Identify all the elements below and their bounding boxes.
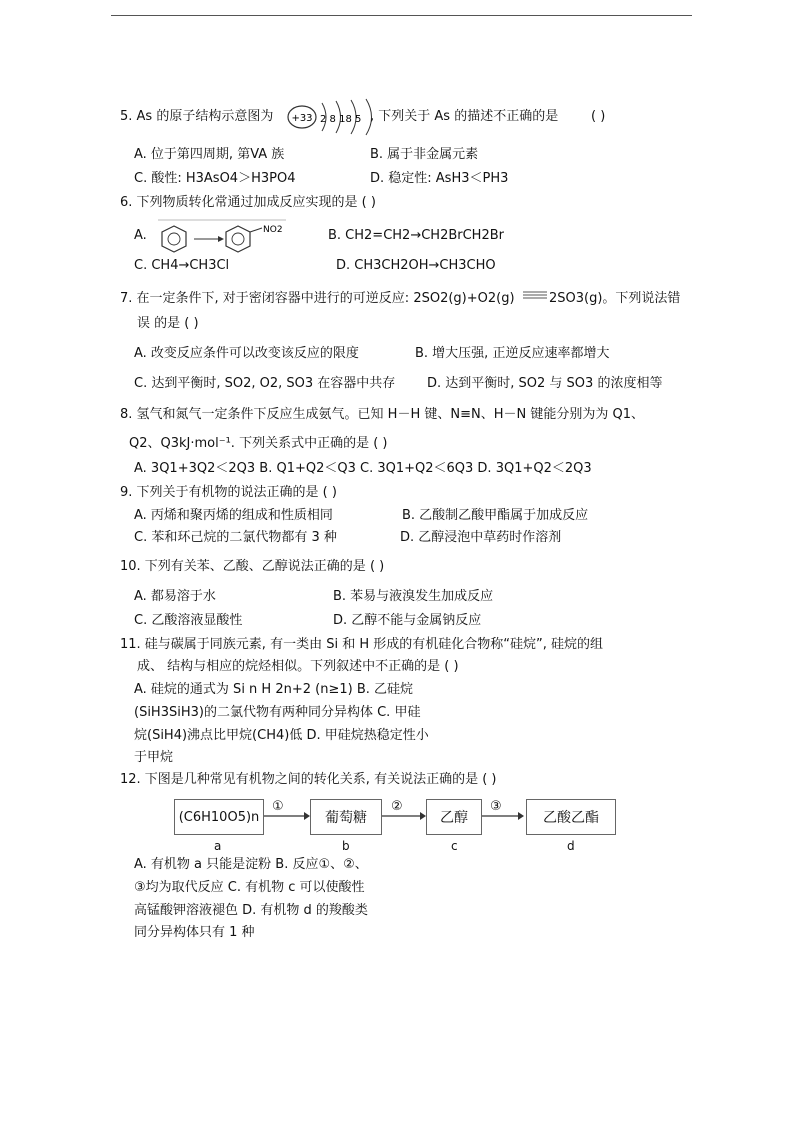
q8-line2: Q2、Q3kJ·mol⁻¹. 下列关系式中正确的是 ( ) (129, 436, 388, 451)
q5-option-b: B. 属于非金属元素 (370, 147, 479, 162)
q11-line3: A. 硅烷的通式为 Si n H 2n+2 (n≥1) B. 乙硅烷 (134, 682, 414, 697)
q11-line1: 11. 硅与碳属于同族元素, 有一类由 Si 和 H 形成的有机硅化合物称“硅烷”, 硅烷的组 (120, 637, 603, 652)
q8-options: A. 3Q1+3Q2＜2Q3 B. Q1+Q2＜Q3 C. 3Q1+Q2＜6Q3 D. 3Q1+Q2＜2Q3 (134, 461, 592, 476)
q6-option-a-label: A. (134, 228, 147, 243)
flow-arrow-2-label: ② (391, 799, 403, 814)
q12-line1: A. 有机物 a 只能是淀粉 B. 反应①、②、 (134, 857, 368, 872)
q7-option-b: B. 增大压强, 正逆反应速率都增大 (415, 346, 610, 361)
flow-box-c-label: 乙醇 (440, 810, 468, 826)
q12-line2: ③均为取代反应 C. 有机物 c 可以使酸性 (134, 880, 365, 895)
equilibrium-arrows-icon (522, 289, 548, 301)
q6-option-d: D. CH3CH2OH→CH3CHO (336, 258, 496, 273)
flow-label-a: a (214, 839, 222, 853)
q7-option-c: C. 达到平衡时, SO2, O2, SO3 在容器中共存 (134, 376, 396, 391)
q7-line2: 误 的是 ( ) (137, 316, 199, 331)
flow-box-d (526, 799, 616, 835)
q11-line2: 成、 结构与相应的烷烃相似。下列叙述中不正确的是 ( ) (137, 659, 459, 674)
benzene-nitration-diagram (156, 218, 306, 254)
flow-box-b-label: 葡萄糖 (325, 810, 367, 826)
q10-option-b: B. 苯易与液溴发生加成反应 (333, 589, 494, 604)
q10-option-c: C. 乙酸溶液显酸性 (134, 613, 243, 628)
q5-stem-pre: 5. As 的原子结构示意图为 (120, 109, 274, 124)
q9-option-d: D. 乙醇浸泡中草药时作溶剂 (400, 530, 562, 545)
q7-option-d: D. 达到平衡时, SO2 与 SO3 的浓度相等 (427, 376, 663, 391)
atom-structure-diagram (284, 97, 382, 137)
q7-option-a: A. 改变反应条件可以改变该反应的限度 (134, 346, 359, 361)
q11-line5: 烷(SiH4)沸点比甲烷(CH4)低 D. 甲硅烷热稳定性小 (134, 728, 429, 743)
flow-label-c: c (451, 839, 458, 853)
q12-line4: 同分异构体只有 1 种 (134, 925, 255, 940)
flow-label-d: d (567, 839, 575, 853)
header-rule (111, 15, 692, 16)
q7-line1a: 7. 在一定条件下, 对于密闭容器中进行的可逆反应: 2SO2(g)+O2(g) (120, 291, 515, 306)
flow-arrow-1-label: ① (272, 799, 284, 814)
flow-box-a-label: (C6H10O5)n (178, 809, 260, 825)
q10-option-d: D. 乙醇不能与金属钠反应 (333, 613, 482, 628)
q9-option-b: B. 乙酸制乙酸甲酯属于加成反应 (402, 508, 589, 523)
q5-option-a: A. 位于第四周期, 第VA 族 (134, 147, 285, 162)
q6-stem: 6. 下列物质转化常通过加成反应实现的是 ( ) (120, 195, 376, 210)
q8-line1: 8. 氢气和氮气一定条件下反应生成氨气。已知 H－H 键、N≡N、H－N 键能分别为为 Q1、 (120, 407, 644, 422)
flow-arrow-3-label: ③ (490, 799, 502, 814)
q6-option-b: B. CH2=CH2→CH2BrCH2Br (328, 228, 504, 243)
q10-stem: 10. 下列有关苯、乙酸、乙醇说法正确的是 ( ) (120, 559, 385, 574)
q5-paren: ( ) (591, 109, 606, 124)
q9-option-a: A. 丙烯和聚丙烯的组成和性质相同 (134, 508, 333, 523)
q5-option-d: D. 稳定性: AsH3＜PH3 (370, 171, 509, 186)
q12-stem: 12. 下图是几种常见有机物之间的转化关系, 有关说法正确的是 ( ) (120, 772, 497, 787)
q10-option-a: A. 都易溶于水 (134, 589, 216, 604)
atom-shells: 2 8 18 5 (320, 114, 362, 125)
q5-option-c: C. 酸性: H3AsO4＞H3PO4 (134, 171, 296, 186)
q6-option-c: C. CH4→CH3Cl (134, 258, 230, 273)
q11-line6: 于甲烷 (134, 750, 174, 765)
q7-line1b: 2SO3(g)。下列说法错 (549, 291, 681, 306)
nitro-group-label: NO2 (263, 225, 283, 235)
q9-option-c: C. 苯和环己烷的二氯代物都有 3 种 (134, 530, 337, 545)
flow-box-a (174, 799, 264, 835)
q9-stem: 9. 下列关于有机物的说法正确的是 ( ) (120, 485, 337, 500)
q5-stem-post: , 下列关于 As 的描述不正确的是 (370, 109, 559, 124)
flow-box-d-label: 乙酸乙酯 (543, 810, 599, 826)
flow-label-b: b (342, 839, 350, 853)
atom-nucleus: +33 (291, 113, 313, 124)
q11-line4: (SiH3SiH3)的二氯代物有两种同分异构体 C. 甲硅 (134, 705, 421, 720)
q12-line3: 高锰酸钾溶液褪色 D. 有机物 d 的羧酸类 (134, 903, 368, 918)
